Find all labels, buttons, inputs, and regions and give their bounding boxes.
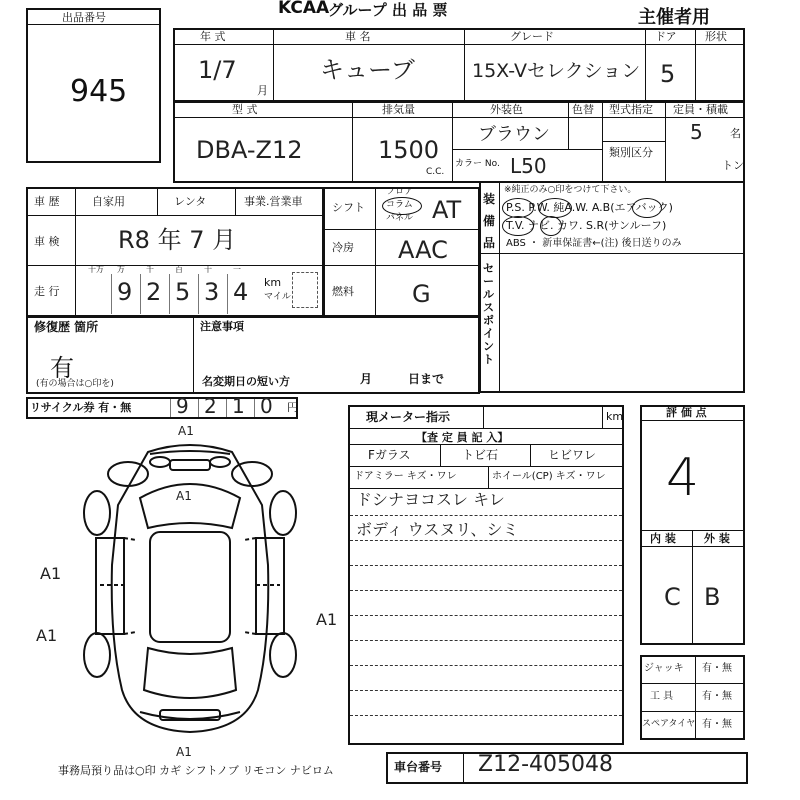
front-right-wheel xyxy=(270,491,296,535)
ab-circle-mark xyxy=(632,198,662,218)
interior-label: 内 装 xyxy=(650,532,676,545)
cc-unit: C.C. xyxy=(426,167,445,177)
recycle-digit-separator xyxy=(226,399,227,417)
right-side-panel xyxy=(256,538,284,634)
year-label: 年 式 xyxy=(200,30,226,43)
right-mirror xyxy=(232,462,272,486)
headlight-right xyxy=(210,457,230,467)
rear-right-wheel xyxy=(270,633,296,677)
door-value: 5 xyxy=(660,60,676,88)
ac-label: 冷房 xyxy=(332,241,354,254)
left-mirror xyxy=(108,462,148,486)
mile-unit: マイル xyxy=(264,292,291,302)
diagram-mark-top: A1 xyxy=(178,424,194,438)
car-name-value: キューブ xyxy=(320,56,415,84)
equipment-note: ※純正のみ○印をつけて下さい。 xyxy=(504,185,637,195)
headlight-left xyxy=(150,457,170,467)
writing-line xyxy=(350,615,622,616)
evaluation-score: 4 xyxy=(666,448,700,508)
recycle-unit: 円 xyxy=(287,401,298,414)
notes-label: 注意事項 xyxy=(200,320,244,333)
capacity-value: 5 xyxy=(690,120,703,144)
recycle-digit: 2 xyxy=(204,394,217,418)
writing-line xyxy=(350,690,622,691)
equipment-line3: ABS ・ 新車保証書←(注) 後日送りのみ xyxy=(506,238,682,249)
tv-circle-mark xyxy=(502,216,534,236)
mileage-digit-header: 百 xyxy=(175,265,183,274)
header-title: グループ 出 品 票 xyxy=(328,1,448,19)
model-designation-label: 型式指定 xyxy=(609,103,653,116)
mileage-digit: 5 xyxy=(175,278,191,306)
writing-line xyxy=(350,665,622,666)
mileage-digit-separator xyxy=(198,274,199,314)
mileage-digit: 9 xyxy=(117,278,133,306)
mileage-digit-separator xyxy=(227,274,228,314)
ac-value: AAC xyxy=(398,236,448,264)
lot-number-label: 出品番号 xyxy=(62,11,106,24)
fuel-label: 燃料 xyxy=(332,285,354,298)
exterior-color-value: ブラウン xyxy=(478,124,550,145)
jack-label: ジャッキ xyxy=(644,663,684,674)
mileage-digit-header: 一 xyxy=(233,265,241,274)
name-change-label: 名変期日の短い方 xyxy=(202,375,290,388)
header-logo: KCAA xyxy=(278,0,330,18)
shift-value: AT xyxy=(432,196,462,224)
km-unit: km xyxy=(264,276,282,289)
year-unit: 月 xyxy=(257,84,268,97)
car-front-plate xyxy=(170,460,210,470)
jack-yes-no[interactable]: 有・無 xyxy=(702,663,732,674)
car-front-bumper xyxy=(150,451,230,454)
column-circle-mark xyxy=(382,197,422,215)
vin-label: 車台番号 xyxy=(394,760,443,774)
repair-label: 修復歴 箇所 xyxy=(34,320,99,334)
interior-value: C xyxy=(664,583,681,611)
tool-label: 工 具 xyxy=(650,691,674,702)
pw-circle-mark xyxy=(538,198,572,218)
shift-floor: フロア xyxy=(386,187,414,197)
recycle-label: リサイクル券 有・無 xyxy=(30,401,132,414)
grade-label: グレード xyxy=(510,30,554,43)
displacement-label: 排気量 xyxy=(382,103,415,116)
mileage-digit-separator xyxy=(111,274,112,314)
diagram-mark-hood: A1 xyxy=(176,489,192,503)
fuel-value: G xyxy=(412,280,431,308)
exterior-label: 外 装 xyxy=(704,532,730,545)
name-change-day: 日まで xyxy=(408,372,445,386)
shift-panel: パネル xyxy=(386,213,414,223)
color-change-label: 色替 xyxy=(572,103,594,116)
repair-value: 有 xyxy=(50,354,74,382)
writing-line xyxy=(350,515,622,516)
comment-line2: ボディ ウスヌリ、シミ xyxy=(356,520,519,539)
shift-column: コラム xyxy=(386,200,413,210)
mileage-digit: 4 xyxy=(233,278,249,306)
shift-label: シフト xyxy=(332,201,365,214)
mileage-digit: 3 xyxy=(204,278,220,306)
office-note: 事務局預り品は○印 カギ シフトノブ リモコン ナビロム xyxy=(58,764,334,777)
inspector-label: 【査 定 員 記 入】 xyxy=(416,431,509,444)
exterior-color-label: 外装色 xyxy=(490,103,523,116)
history-label: 車 歴 xyxy=(34,195,60,208)
car-rear-plate xyxy=(160,710,220,720)
mirror-label: ドアミラー キズ・ワレ xyxy=(354,471,457,482)
equipment-line2: T.V. ナビ. カワ. S.R(サンルーフ) xyxy=(506,219,667,232)
organizer-label: 主催者用 xyxy=(638,7,710,28)
meter-label: 現メーター指示 xyxy=(366,410,451,424)
exterior-value: B xyxy=(704,583,721,611)
recycle-digit: 1 xyxy=(232,394,245,418)
displacement-value: 1500 xyxy=(378,136,440,164)
evaluation-label: 評 価 点 xyxy=(666,406,707,419)
history-private: 自家用 xyxy=(92,195,125,208)
history-rental: レンタ xyxy=(174,195,207,208)
spare-yes-no[interactable]: 有・無 xyxy=(702,719,732,730)
model-label: 型 式 xyxy=(232,103,258,116)
recycle-digit: 0 xyxy=(260,394,273,418)
crack-label: ヒビワレ xyxy=(548,448,597,462)
writing-line xyxy=(350,540,622,541)
inspection-value: R8 年 7 月 xyxy=(118,226,237,254)
recycle-digit-separator xyxy=(170,399,171,417)
equipment-label: 装備品 xyxy=(483,192,496,250)
recycle-digit-separator xyxy=(254,399,255,417)
glass-label: Fガラス xyxy=(368,448,411,462)
car-rear-bumper xyxy=(140,712,240,719)
writing-line xyxy=(350,565,622,566)
lot-number-value: 945 xyxy=(70,74,128,109)
wheel-label: ホイール(CP) キズ・ワレ xyxy=(492,471,606,482)
diagram-mark-left-lower: A1 xyxy=(36,626,58,645)
name-change-month: 月 xyxy=(360,372,373,386)
mileage-digit-header: 十 xyxy=(204,265,212,274)
left-side-panel xyxy=(96,538,124,634)
mileage-digit-header: 十万 xyxy=(88,265,104,274)
left-door-lines xyxy=(100,538,136,634)
spare-label: スペアタイヤ xyxy=(642,719,696,729)
vin-value: Z12-405048 xyxy=(478,752,613,777)
mileage-digit-header: 万 xyxy=(117,265,125,274)
sales-point-label: セールスポイント xyxy=(483,262,494,366)
mileage-digit-separator xyxy=(169,274,170,314)
equipment-line1: P.S. P.W. 純A.W. A.B(エアバック) xyxy=(506,201,673,214)
color-code-label: カラー No. xyxy=(455,159,500,169)
name-label: 車 名 xyxy=(345,30,371,43)
front-left-wheel xyxy=(84,491,110,535)
mileage-digit-header: 千 xyxy=(146,265,154,274)
car-roof xyxy=(150,532,230,642)
history-business: 事業.営業車 xyxy=(244,195,303,208)
writing-line xyxy=(350,715,622,716)
repair-note: (有の場合は○印を) xyxy=(36,379,114,389)
ps-circle-mark xyxy=(502,198,534,218)
capacity-label: 定員・積載 xyxy=(673,103,728,116)
model-value: DBA-Z12 xyxy=(196,136,303,164)
diagram-mark-bottom: A1 xyxy=(176,745,192,759)
recycle-digit: 9 xyxy=(176,394,189,418)
color-code-value: L50 xyxy=(510,154,547,178)
door-label: ドア xyxy=(655,30,677,43)
tool-yes-no[interactable]: 有・無 xyxy=(702,691,732,702)
category-label: 類別区分 xyxy=(609,146,653,159)
mile-checkbox[interactable] xyxy=(292,272,318,308)
rear-left-wheel xyxy=(84,633,110,677)
shape-label: 形状 xyxy=(705,30,727,43)
diagram-mark-left-upper: A1 xyxy=(40,564,62,583)
car-rear-window xyxy=(144,648,236,698)
ton-unit: トン xyxy=(722,159,744,172)
mileage-digit: 2 xyxy=(146,278,162,306)
writing-line xyxy=(350,590,622,591)
mileage-label: 走 行 xyxy=(34,285,60,298)
chip-label: トビ石 xyxy=(462,448,499,462)
meter-unit: km xyxy=(606,410,624,423)
right-door-lines xyxy=(244,538,280,634)
writing-line xyxy=(350,640,622,641)
mileage-digit-separator xyxy=(140,274,141,314)
grade-value: 15X-Vセレクション xyxy=(472,60,641,82)
inspection-label: 車 検 xyxy=(34,235,60,248)
capacity-unit: 名 xyxy=(730,127,741,140)
year-value: 1/7 xyxy=(198,56,237,84)
recycle-digit-separator xyxy=(198,399,199,417)
comment-line1: ドシナヨコスレ キレ xyxy=(356,490,505,509)
diagram-mark-right: A1 xyxy=(316,610,338,629)
navi-circle-mark xyxy=(540,216,562,236)
